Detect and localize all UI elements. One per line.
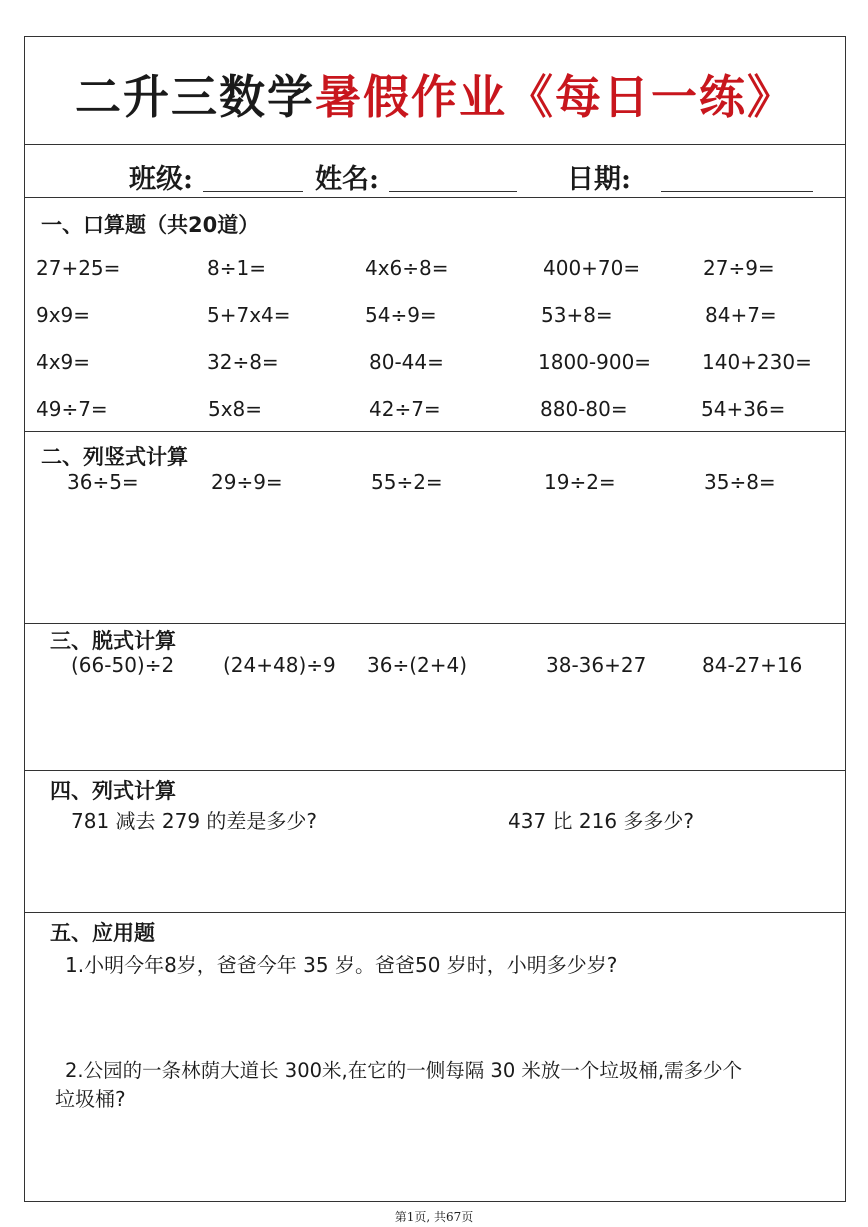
divider — [25, 770, 845, 771]
divider — [25, 144, 845, 145]
name-field[interactable] — [389, 191, 517, 192]
class-label: 班级: — [129, 164, 193, 195]
oral-question: 880-80= — [540, 397, 628, 421]
oral-question: 80-44= — [369, 350, 444, 374]
oral-question: 84+7= — [705, 303, 777, 327]
oral-question: 5x8= — [208, 397, 263, 421]
equation-question: 437 比 216 多多少? — [508, 809, 695, 833]
title-red-part: 暑假作业《每日一练》 — [315, 70, 795, 124]
oral-question: 8÷1= — [207, 256, 266, 280]
oral-question: 1800-900= — [538, 350, 652, 374]
name-label: 姓名: — [315, 164, 379, 195]
section-title: 四、列式计算 — [50, 779, 176, 803]
divider — [25, 623, 845, 624]
word-problem-2: 2.公园的一条林荫大道长 300米,在它的一侧每隔 30 米放一个垃圾桶,需多少个 — [65, 1059, 743, 1082]
worksheet-title — [25, 61, 845, 127]
oral-question: 4x6÷8= — [365, 256, 449, 280]
oral-question: 42÷7= — [369, 397, 441, 421]
oral-question: 54+36= — [701, 397, 786, 421]
oral-question: 4x9= — [36, 350, 91, 374]
section-title: 五、应用题 — [50, 921, 155, 945]
oral-question: 5+7x4= — [207, 303, 291, 327]
vertical-calc-question: 55÷2= — [371, 470, 443, 494]
oral-question: 32÷8= — [207, 350, 279, 374]
word-problem-2-continued: 垃圾桶? — [55, 1087, 126, 1111]
date-field[interactable] — [661, 191, 813, 192]
divider — [25, 912, 845, 913]
section-title: 三、脱式计算 — [50, 629, 176, 653]
date-label: 日期: — [567, 164, 631, 195]
step-calc-question: 36÷(2+4) — [367, 653, 468, 677]
divider — [25, 197, 845, 198]
oral-question: 54÷9= — [365, 303, 437, 327]
worksheet-frame — [24, 36, 846, 1202]
section-title: 一、口算题（共20道） — [41, 213, 260, 237]
oral-question: 27+25= — [36, 256, 121, 280]
oral-question: 27÷9= — [703, 256, 775, 280]
equation-question: 781 减去 279 的差是多少? — [71, 809, 318, 833]
oral-question: 140+230= — [702, 350, 812, 374]
oral-question: 9x9= — [36, 303, 91, 327]
step-calc-question: 38-36+27 — [546, 653, 647, 677]
oral-question: 400+70= — [543, 256, 641, 280]
word-problem-1: 1.小明今年8岁，爸爸今年 35 岁。爸爸50 岁时，小明多少岁? — [65, 953, 618, 977]
divider — [25, 431, 845, 432]
oral-question: 49÷7= — [36, 397, 108, 421]
class-field[interactable] — [203, 191, 303, 192]
section-title: 二、列竖式计算 — [41, 445, 188, 469]
step-calc-question: (24+48)÷9 — [223, 653, 336, 677]
vertical-calc-question: 36÷5= — [67, 470, 139, 494]
vertical-calc-question: 19÷2= — [544, 470, 616, 494]
title-black-part: 二升三数学 — [75, 70, 315, 124]
vertical-calc-question: 35÷8= — [704, 470, 776, 494]
step-calc-question: (66-50)÷2 — [71, 653, 175, 677]
step-calc-question: 84-27+16 — [702, 653, 803, 677]
vertical-calc-question: 29÷9= — [211, 470, 283, 494]
page-number: 第1页, 共67页 — [394, 1210, 474, 1224]
oral-question: 53+8= — [541, 303, 613, 327]
